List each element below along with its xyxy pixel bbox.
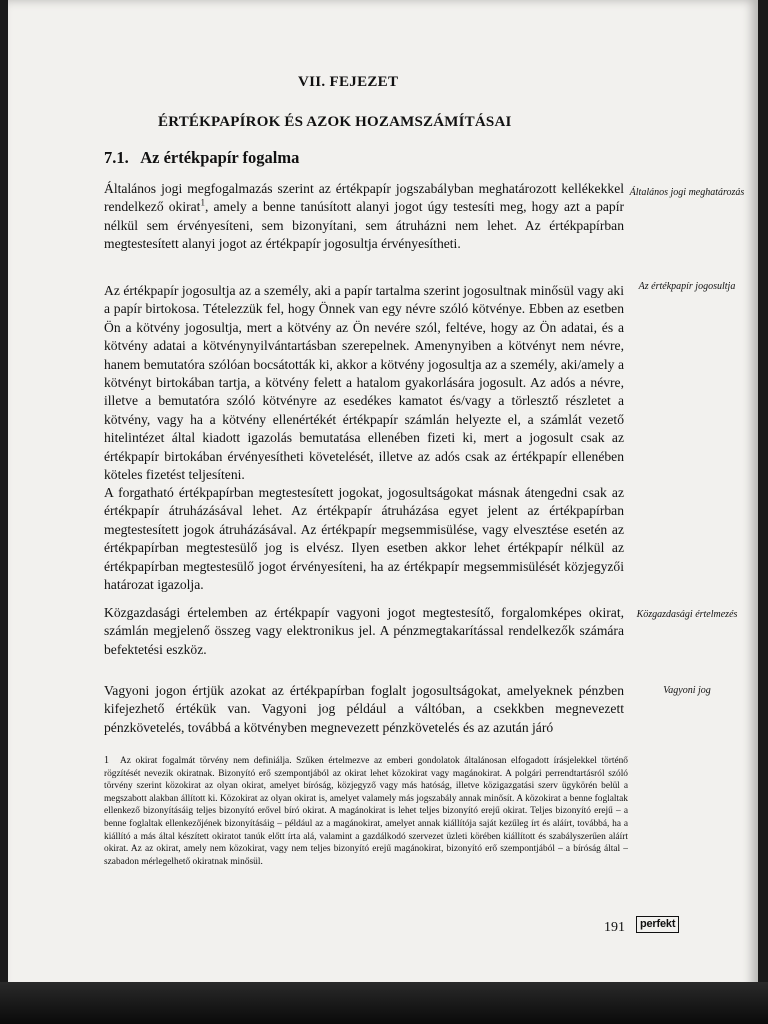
paragraph-economic: Közgazdasági értelemben az értékpapír vagyoni jogot megtestesítő, forgalomképes okirat, számlán megjelenő összeg vagy elektronikus jel. A pénzmegtakarítással rendelkezők számára befektetési eszköz. [104, 605, 624, 657]
paragraph-holder: Az értékpapír jogosultja az a személy, aki a papír tartalma szerint jogosultnak minősül vagy aki a papír birtokosa. Tételezzük fel, hogy Önnek van egy névre szóló kötvénye. Ebben az esetben Ön a kötvény jogosultja, mert a kötvény az Ön nevére szól, feltéve, hogy az Ön adatai, és a kötvény adatai a kötvénynyilvántartásban szerepelnek. Amenynyiben a kötvényt nem névre, hanem bemutatóra szólóan bocsátották ki, akkor a kötvény jogosultja az a személy, aki/amely a kötvényt birtokában tartja, a kötvény felett a hatalom gyakorlására jogosult. Az adós a névre, illetve a bemutatóra szóló kötvényre az esedékes kamatot és/vagy a törlesztő részletet a kötvény, vagy ha a kötvény ellenértékét értékpapír számlán helyezte el, a számlát vezető hitelintézet által kiadott igazolás bemutatása ellenében fizeti ki, mert a jogosult csak az értékpapír birtokában érvényesítheti követelését, illetve az adós csak az értékpapír ellenében köteles fizetést teljesíteni. [104, 283, 624, 483]
margin-note: Az értékpapír jogosultja [638, 281, 736, 292]
page-number: 191 [604, 920, 625, 935]
paragraph-definition [104, 180, 624, 254]
paragraph-property-right: Vagyoni jogon értjük azokat az értékpapírban foglalt jogosultságokat, amelyeknek pénzben kifejezhető értékük van. Vagyoni jog például a váltóban, a csekkben megnevezett pénzkövetelés, továbbá a kötvényben megnevezett pénzkövetelés és az azután járó [104, 683, 624, 735]
chapter-number: VII. FEJEZET [298, 74, 399, 90]
footnote [104, 755, 628, 868]
margin-note: Vagyoni jog [663, 685, 711, 696]
footnote-mark: 1 [104, 755, 109, 766]
chapter-title: ÉRTÉKPAPÍROK ÉS AZOK HOZAMSZÁMÍTÁSAI [158, 114, 512, 130]
margin-note: Általános jogi meghatározás [629, 187, 745, 198]
footnote-text: Az okirat fogalmát törvény nem definiálja. Szűken értelmezve az emberi gondolatok általánosan elfogadott írásjelekkel történő rögzítését nevezik okiratnak. Bizonyító erő szempontjából az okirat lehet közokirat vagy magánokirat. A polgári perrendtartásról szóló törvény szerint közokirat az olyan okirat, amelyet bíróság, közjegyző vagy más hatóság, illetve közigazgatási szerv ügykörén belül a megszabott alakban állított ki. Közokirat az olyan okirat is, amelyet valamely más jogszabály annak minősít. A közokirat a benne foglaltak ellenkező bizonyításáig teljes bizonyító erővel bíró okirat. A magánokirat is lehet teljes bizonyító erejű okirat. Teljes bizonyító erejű – a benne foglaltak ellenkezőjének bizonyításáig – például az a magánokirat, amelyet annak kiállítója saját kezűleg írt és aláírt, továbbá, ha a kiállító a más által készített okiratot tanúk előtt írta alá, valamint a gazdálkodó szervezet üzleti körében kiállított és szabályszerűen aláírt okirat. Az az okirat, amely nem közokirat, vagy nem teljes bizonyító erejű magánokirat, bizonyító erő szempontjából – a bíróság által – szabadon mérlegelhető okiratnak minősül. [104, 756, 628, 867]
paragraph-text: Általános jogi megfogalmazás szerint az értékpapír jogszabályban meghatározott kellékekkel rendelkező okirat [104, 181, 624, 215]
book-page [8, 0, 758, 992]
margin-note: Közgazdasági értelmezés [636, 609, 738, 620]
paragraph-text: , amely a benne tanúsított alanyi jogot úgy testesíti meg, hogy azt a papír nélkül sem érvényesíteni, sem bizonyítani, sem átruházni nem lehet. Az értékpapírban megtestesített alanyi jogot az értékpapír jogosultja érvényesítheti. [104, 199, 624, 252]
section-heading: 7.1. Az értékpapír fogalma [104, 148, 300, 167]
paragraph-transfer: A forgatható értékpapírban megtestesített jogokat, jogosultságokat másnak átengedni csak az értékpapír átruházásával lehet. Az értékpapír átruházása egyet jelent az értékpapírban megtestesített jogok átruházásával. Az értékpapír megsemmisülése, vagy elvesztése esetén az értékpapírban megtestesülő jog is elvész. Ilyen esetben akkor lehet értékpapír nélkül az értékpapírban megtestesülő jogot érvényesíteni, ha az értékpapír megsemmisülését közjegyzői határozat igazolja. [104, 485, 624, 593]
footnote-reference: 1 [200, 197, 205, 208]
scan-edge-shadow [0, 982, 768, 1024]
publisher-logo: perfekt [636, 916, 679, 933]
